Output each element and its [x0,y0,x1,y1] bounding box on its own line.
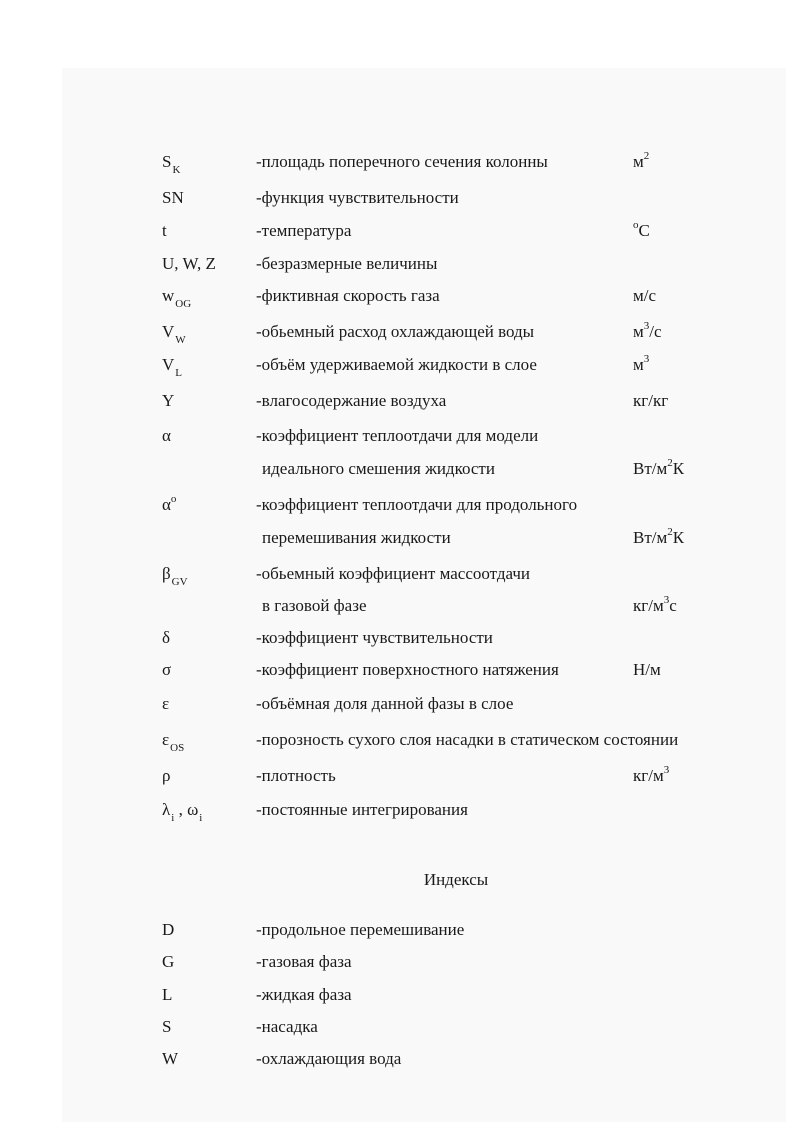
nomenclature-row [0,426,793,456]
symbol-main: W [162,1049,179,1068]
nomenclature-row [0,322,793,352]
symbol [162,952,174,972]
symbol [162,730,184,752]
symbol-superscript: o [170,493,177,505]
description: -коэффициент теплоотдачи для продольного [256,495,578,514]
nomenclature-row [0,391,793,421]
nomenclature-row [0,628,793,658]
symbol [162,221,167,241]
symbol-main: U, W, Z [162,254,216,273]
symbol-subscript: i [199,812,203,824]
description: -площадь поперечного сечения колонны [256,152,548,171]
index-row [0,952,793,982]
description: -коэффициент теплоотдачи для модели [256,426,539,445]
symbol-subscript: OS [170,742,185,754]
symbol [162,355,182,377]
unit-main: Н/м [633,660,661,679]
unit-main: Вт/м [633,528,668,547]
description: -газовая фаза [256,952,352,971]
symbol-subscript: W [175,334,186,346]
symbol-main: D [162,920,175,939]
description: -насадка [256,1017,318,1036]
unit [633,459,684,481]
description: -продольное перемешивание [256,920,465,939]
unit-main: кг/м [633,766,664,785]
symbol [162,800,202,822]
unit-superscript: 2 [667,526,673,538]
description: -влагосодержание воздуха [256,391,447,410]
unit [633,286,656,306]
symbol-main: L [162,985,173,1004]
nomenclature-row [0,152,793,182]
symbol [162,694,169,714]
symbol-subscript: L [175,367,183,379]
description: -охлаждающия вода [256,1049,402,1068]
symbol-main: ε [162,730,170,749]
unit-superscript: 3 [663,764,670,776]
unit [633,221,650,243]
description: -температура [256,221,352,240]
symbol [162,920,174,940]
description: -жидкая фаза [256,985,352,1004]
symbol [162,564,188,586]
unit-tail: с [669,596,677,615]
unit-superscript: o [633,219,639,231]
symbol [162,286,191,308]
unit-main: кг/кг [633,391,669,410]
symbol-subscript: K [172,164,181,176]
symbol-main: α [162,495,171,514]
nomenclature-row [0,528,793,558]
symbol [162,495,176,517]
description: идеального смешения жидкости [262,459,495,478]
unit [633,391,668,411]
symbol-main: λ [162,800,171,819]
description: -постоянные интегрирования [256,800,468,819]
symbol-main: ρ [162,766,171,785]
description: -коэффициент чувствительности [256,628,493,647]
description: перемешивания жидкости [262,528,451,547]
symbol-main: S [162,1017,172,1036]
unit-main: Вт/м [633,459,668,478]
unit [633,322,662,344]
description: -объём удерживаемой жидкости в слое [256,355,537,374]
nomenclature-row [0,660,793,690]
symbol [162,985,172,1005]
nomenclature-row [0,188,793,218]
description: в газовой фазе [262,596,367,615]
description: -функция чувствительности [256,188,459,207]
symbol [162,1049,178,1069]
unit-main: м/с [633,286,657,305]
description: -фиктивная скорость газа [256,286,440,305]
symbol-main: t [162,221,167,240]
nomenclature-row [0,596,793,626]
index-row [0,1017,793,1047]
unit [633,355,649,377]
nomenclature-row [0,495,793,525]
symbol-main: S [162,152,172,171]
nomenclature-row [0,355,793,385]
symbol [162,426,171,446]
symbol [162,660,171,680]
unit-superscript: 3 [643,353,650,365]
nomenclature-row [0,221,793,251]
section-heading: Индексы [423,870,489,889]
symbol-tail: , ω [174,800,199,819]
symbol-subscript: GV [171,576,188,588]
symbol-main: δ [162,628,171,647]
symbol-main: α [162,426,171,445]
index-row [0,1049,793,1079]
nomenclature-row [0,286,793,316]
symbol-main: β [162,564,171,583]
unit-superscript: 2 [667,457,673,469]
symbol-main: V [162,322,175,341]
unit-superscript: 2 [643,150,650,162]
unit-superscript: 3 [643,320,650,332]
symbol [162,391,174,411]
symbol-main: SN [162,188,184,207]
symbol-main: ε [162,694,170,713]
symbol [162,766,170,786]
unit-main: C [638,221,650,240]
description: -объёмная доля данной фазы в слое [256,694,514,713]
nomenclature-row [0,694,793,724]
nomenclature-row [0,800,793,830]
unit-main: м [633,355,644,374]
symbol [162,152,180,174]
symbol [162,188,184,208]
unit [633,766,669,788]
description: -коэффициент поверхностного натяжения [256,660,559,679]
symbol-main: V [162,355,175,374]
nomenclature-row [0,459,793,489]
nomenclature-row [0,730,793,760]
nomenclature-row [0,254,793,284]
symbol-main: w [162,286,175,305]
description: -обьемный расход охлаждающей воды [256,322,535,341]
description: -безразмерные величины [256,254,438,273]
index-row [0,920,793,950]
unit-tail: /с [649,322,662,341]
index-row [0,985,793,1015]
nomenclature-row [0,766,793,796]
symbol-subscript: OG [175,298,192,310]
description: -порозность сухого слоя насадки в статическом состоянии [256,730,679,749]
unit-main: кг/м [633,596,664,615]
unit [633,152,649,174]
description: -плотность [256,766,336,785]
symbol [162,322,186,344]
symbol-main: σ [162,660,172,679]
unit-main: м [633,152,644,171]
unit-main: м [633,322,644,341]
unit [633,660,661,680]
unit-superscript: 3 [663,594,670,606]
symbol [162,254,216,274]
symbol-main: Y [162,391,175,410]
symbol [162,1017,171,1037]
unit [633,528,684,550]
nomenclature-row [0,564,793,594]
description: -обьемный коэффициент массоотдачи [256,564,531,583]
symbol-main: G [162,952,175,971]
symbol-subscript: i [171,812,175,824]
unit-tail: К [672,459,685,478]
unit [633,596,677,618]
unit-tail: К [672,528,685,547]
symbol [162,628,170,648]
